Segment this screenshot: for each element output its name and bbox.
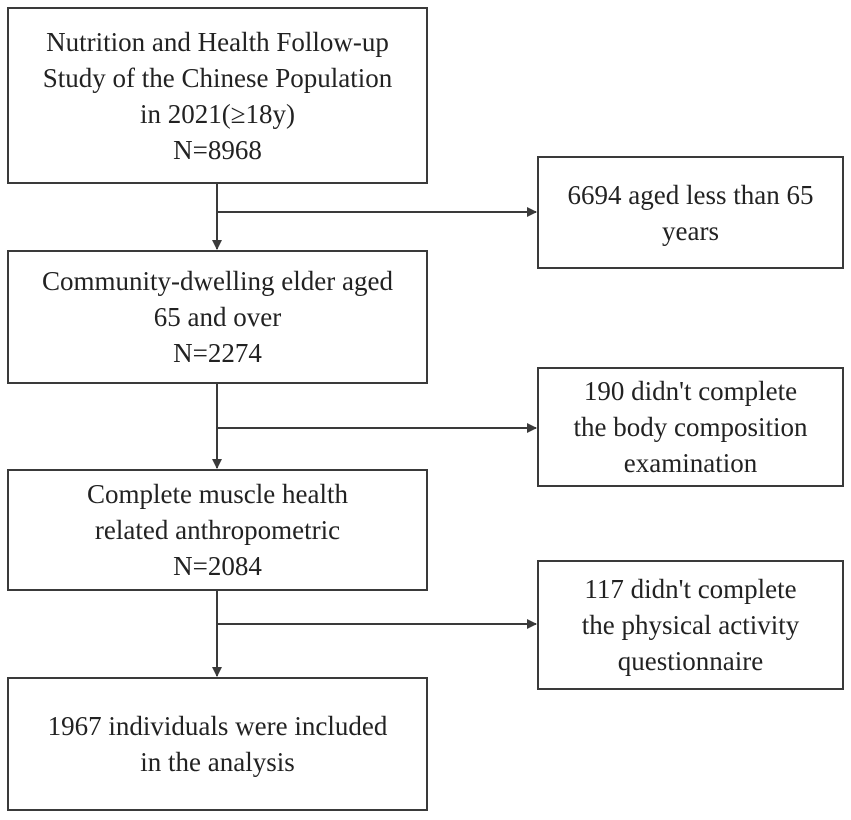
exclusion-box-body-composition — [537, 367, 844, 487]
exclusion-text-line: questionnaire — [617, 646, 764, 676]
step-box-elder-65-over — [7, 250, 428, 384]
exclusion-box-physical-activity — [537, 560, 844, 690]
step-text-line: 1967 individuals were included — [47, 711, 388, 741]
exclusion-box-under-65 — [537, 156, 844, 269]
step-text-line: Complete muscle health — [87, 479, 348, 509]
exclusion-text-line: the body composition — [573, 412, 808, 442]
exclusion-text-line: years — [662, 215, 719, 246]
step-text-line: in 2021(≥18y) — [139, 98, 296, 129]
step-count: N=2084 — [173, 551, 262, 581]
exclusion-text-line: 117 didn't complete — [584, 574, 797, 604]
step-text-line: related anthropometric — [94, 515, 341, 545]
exclusion-text-line: examination — [623, 448, 758, 478]
step-box-study-population — [7, 7, 428, 184]
step-count: N=8968 — [173, 134, 262, 165]
exclusion-text-line: the physical activity — [581, 610, 800, 640]
step-count: N=2274 — [173, 338, 262, 368]
step-text-line: 65 and over — [153, 302, 282, 332]
step-text-line: Nutrition and Health Follow-up — [46, 26, 389, 57]
exclusion-text-line: 190 didn't complete — [583, 376, 798, 406]
step-text-line: Study of the Chinese Population — [42, 62, 393, 93]
step-box-final-analysis — [7, 677, 428, 811]
step-box-muscle-health — [7, 469, 428, 591]
step-text-line: Community-dwelling elder aged — [42, 266, 393, 296]
step-text-line: in the analysis — [140, 747, 295, 777]
exclusion-text-line: 6694 aged less than 65 — [567, 179, 814, 210]
